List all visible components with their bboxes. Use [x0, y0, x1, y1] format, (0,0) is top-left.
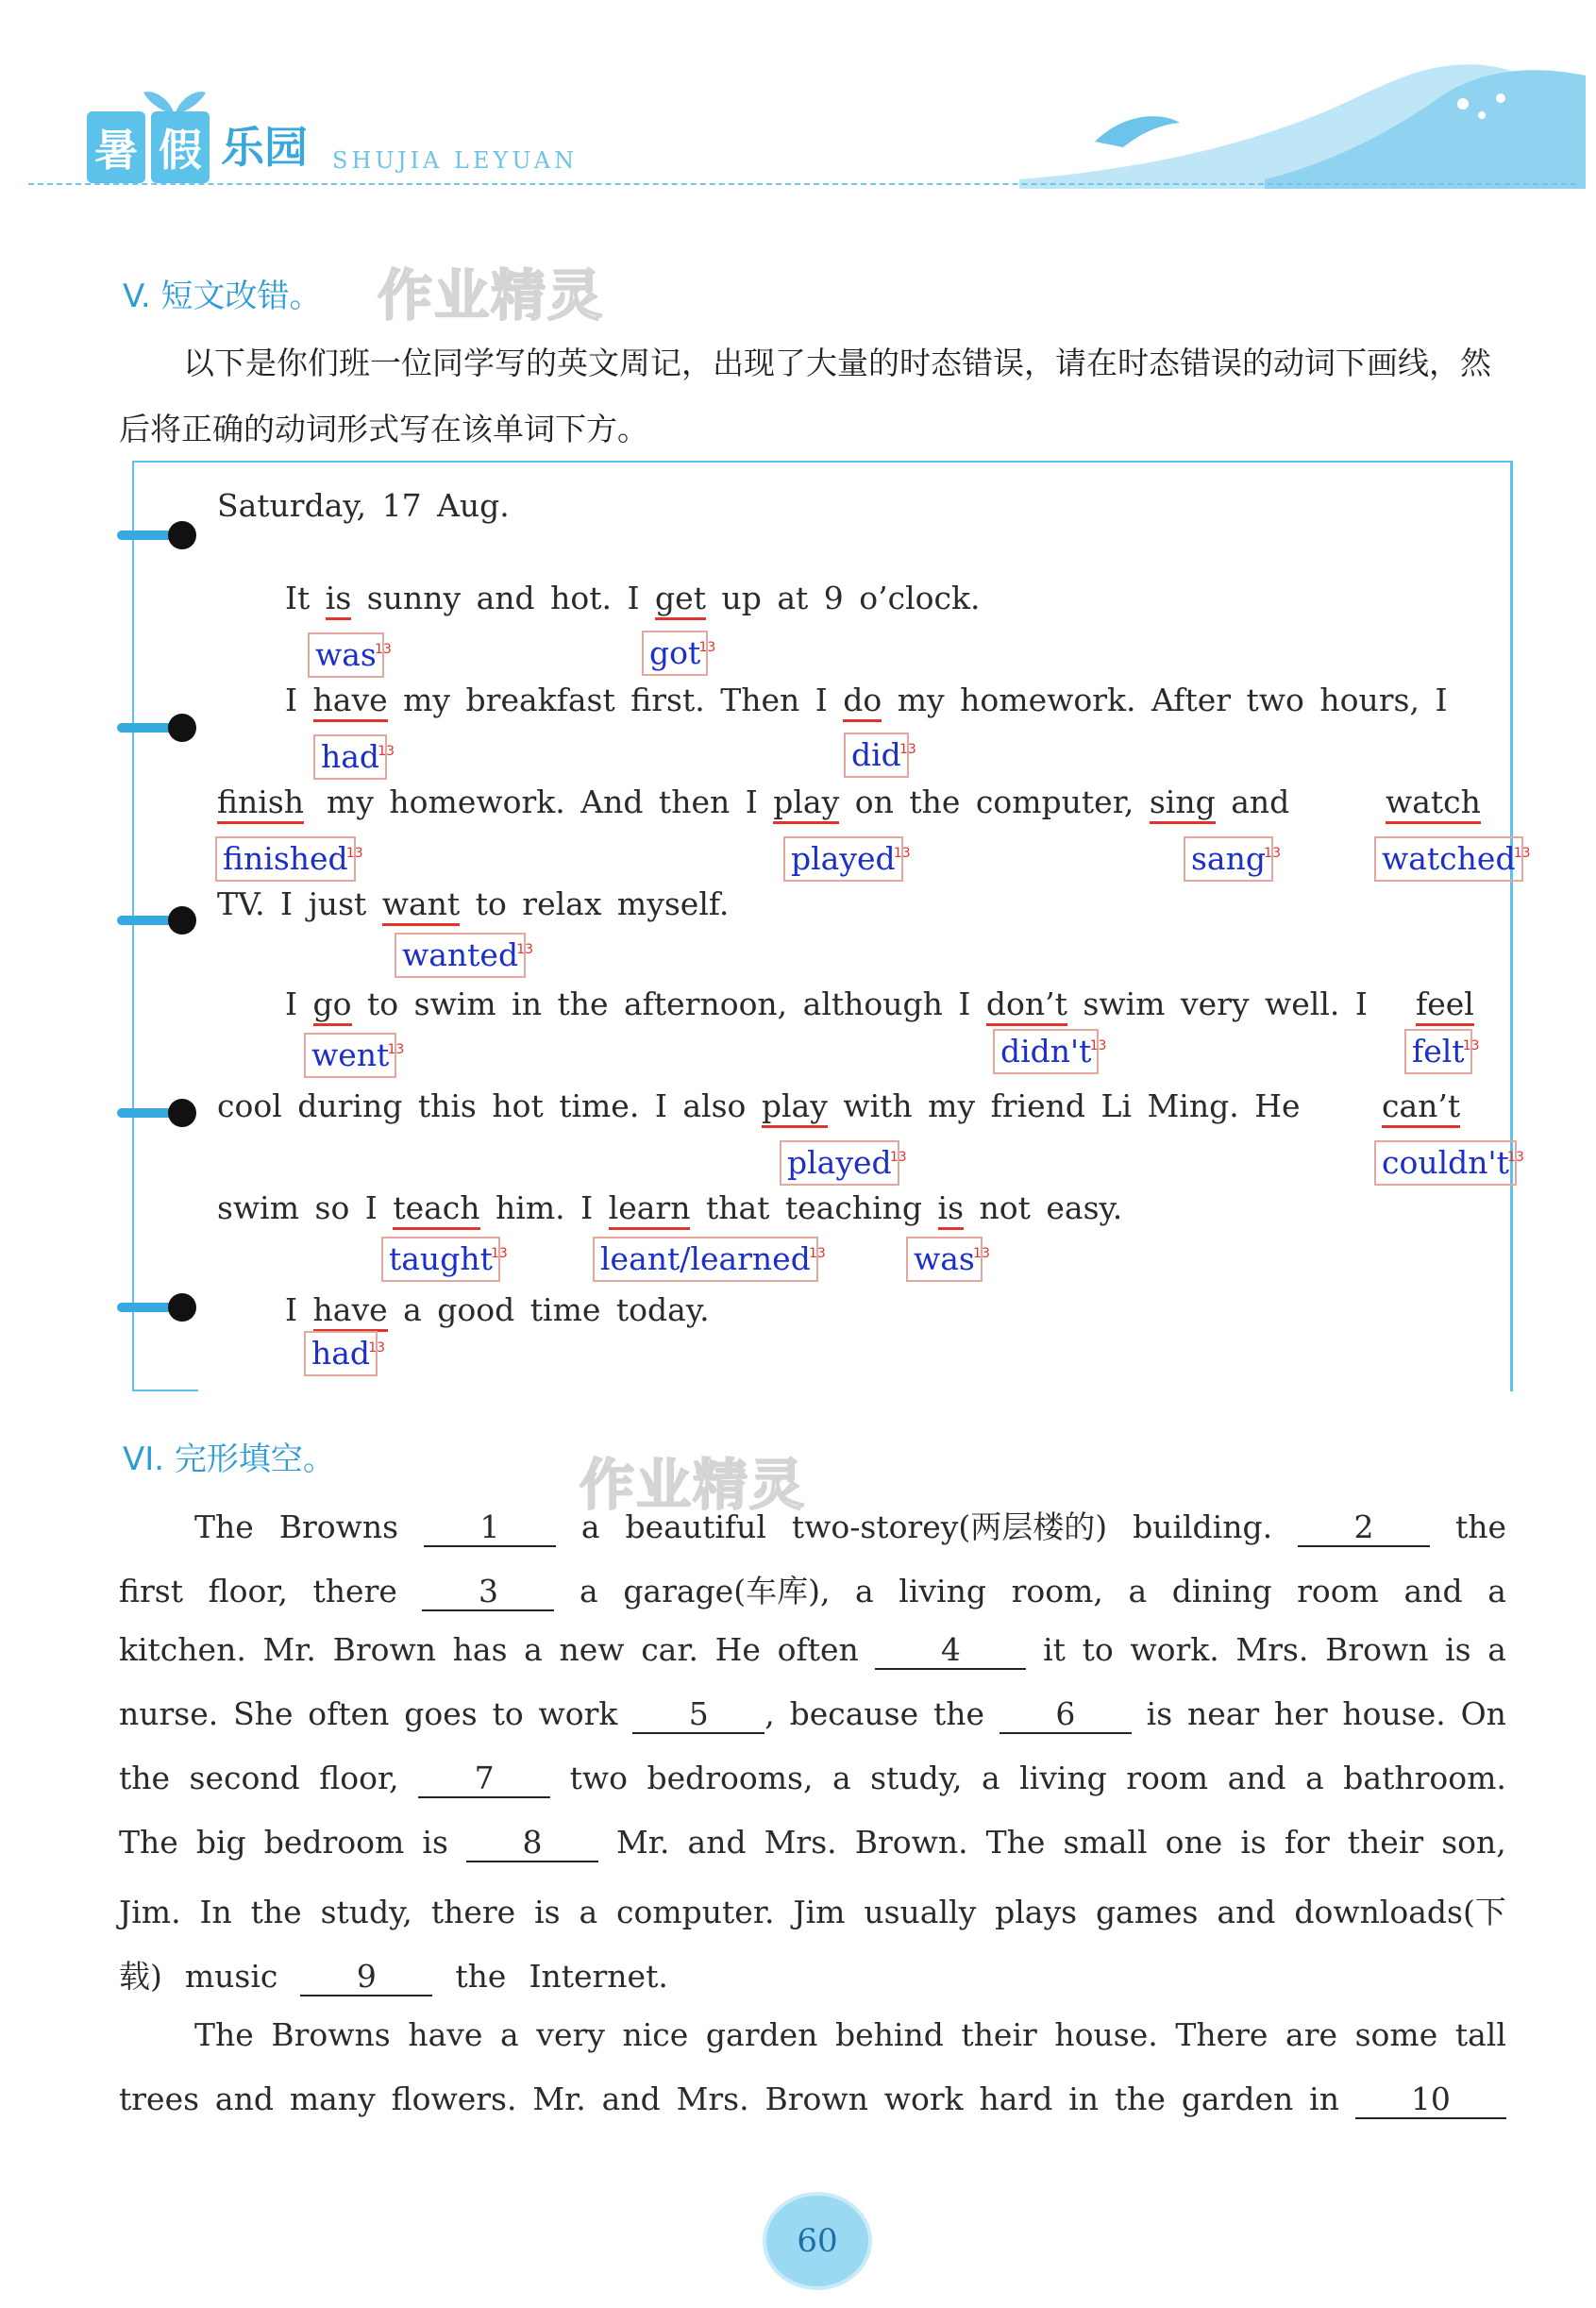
answer-box: had 13 [304, 1331, 378, 1376]
logo-text: 乐园 [221, 122, 308, 173]
cloze-blank: 4 [875, 1632, 1026, 1670]
error-word: learn [609, 1189, 691, 1230]
diary-line-2: I have my breakfast first. Then I do my homework. After two hours, I [285, 682, 1474, 718]
cloze-blank: 3 [422, 1574, 554, 1611]
answer-box: went 13 [304, 1033, 396, 1078]
error-word: don’t [986, 986, 1067, 1026]
cloze-blank: 7 [418, 1760, 550, 1798]
error-word: feel [1416, 986, 1474, 1026]
watermark-1: 作业精灵 [378, 263, 605, 328]
cloze-line-6: The big bedroom is 8 Mr. and Mrs. Brown. The small one is for their son, [119, 1824, 1506, 1861]
error-word: play [762, 1087, 828, 1128]
cloze-blank: 6 [1000, 1696, 1132, 1734]
cloze-blank: 9 [300, 1959, 432, 1996]
answer-box: got 13 [642, 631, 708, 676]
watermark-2: 作业精灵 [580, 1453, 807, 1517]
error-word: watch [1386, 783, 1481, 824]
error-word: can’t [1382, 1087, 1460, 1128]
diary-line-8: I have a good time today. [285, 1291, 710, 1328]
binder-ring [117, 710, 189, 748]
binder-ring [117, 902, 189, 940]
diary-line-5: I go to swim in the afternoon, although I don’t swim very well. I [285, 986, 1368, 1022]
logo-pinyin: SHUJIA LEYUAN [332, 147, 579, 174]
diary-line-3: my homework. And then I play on the computer, sing and [327, 783, 1289, 820]
cloze-line-9: The Browns have a very nice garden behind their house. There are some tall [194, 2016, 1506, 2053]
page-header [0, 0, 1596, 189]
error-word: is [938, 1189, 965, 1230]
binder-ring [117, 1289, 189, 1327]
page-number: 60 [797, 2222, 838, 2260]
cloze-line-4: nurse. She often goes to work 5 , because the 6 is near her house. On [119, 1695, 1506, 1732]
wave-dolphin-decoration-icon [1019, 38, 1586, 189]
diary-line-1: It is sunny and hot. I get up at 9 o’clock. [285, 580, 980, 616]
diary-line-7: swim so I teach him. I learn that teaching is not easy. [217, 1189, 1122, 1226]
error-word: have [313, 1291, 388, 1332]
answer-box: taught 13 [381, 1237, 500, 1282]
cloze-blank: 1 [424, 1509, 556, 1547]
error-word: teach [393, 1189, 479, 1230]
answer-box: had 13 [313, 734, 387, 780]
answer-box: was 13 [906, 1237, 983, 1282]
answer-box: sang 13 [1184, 836, 1273, 882]
error-word: sing [1150, 783, 1216, 824]
answer-box: played 13 [780, 1140, 899, 1186]
error-word: do [843, 682, 882, 722]
binder-ring [117, 517, 189, 555]
answer-box: finished 13 [215, 836, 356, 882]
cloze-line-8: 载) music 9 the Internet. [119, 1958, 668, 1995]
answer-box: was 13 [308, 632, 384, 678]
page-number-badge [763, 2192, 872, 2290]
diary-line-6: cool during this hot time. I also play with my friend Li Ming. He [217, 1087, 1301, 1124]
error-word: is [326, 580, 352, 620]
answer-box: watched 13 [1374, 836, 1523, 882]
error-word: go [313, 986, 352, 1026]
answer-box: felt 13 [1404, 1029, 1472, 1074]
cloze-line-3: kitchen. Mr. Brown has a new car. He often 4 it to work. Mrs. Brown is a [119, 1631, 1506, 1668]
header-divider [28, 183, 1576, 185]
cloze-line-1: The Browns 1 a beautiful two-storey(两层楼的) building. 2 the [194, 1508, 1506, 1545]
answer-box: did 13 [844, 733, 909, 778]
cloze-line-5: the second floor, 7 two bedrooms, a study, a living room and a bathroom. [119, 1760, 1506, 1796]
section-5-instructions: 以下是你们班一位同学写的英文周记，出现了大量的时态错误，请在时态错误的动词下画线，然后将正确的动词形式写在该单词下方。 [119, 345, 1491, 447]
answer-box: leant/learned 13 [593, 1237, 818, 1282]
section-6-title: VI. 完形填空。 [123, 1440, 335, 1478]
error-word: finish [217, 783, 304, 824]
logo-char-1: 暑 [87, 111, 145, 183]
diary-box-bottom [132, 1390, 198, 1391]
cloze-blank: 10 [1355, 2081, 1506, 2119]
answer-box: didn't 13 [993, 1029, 1099, 1074]
logo-char-2: 假 [151, 111, 210, 183]
error-word: get [655, 580, 706, 620]
binder-ring [117, 1095, 189, 1133]
error-word: have [313, 682, 388, 722]
diary-date: Saturday, 17 Aug. [217, 487, 510, 524]
answer-box: played 13 [783, 836, 903, 882]
cloze-line-7: Jim. In the study, there is a computer. Jim usually plays games and downloads(下 [119, 1894, 1506, 1930]
section-5-title: V. 短文改错。 [123, 278, 322, 315]
error-word: play [773, 783, 839, 824]
answer-box: wanted 13 [395, 933, 526, 978]
cloze-line-2: first floor, there 3 a garage(车库), a living room, a dining room and a [119, 1573, 1506, 1609]
cloze-line-10: trees and many flowers. Mr. and Mrs. Brown work hard in the garden in 10 [119, 2081, 1506, 2119]
cloze-blank: 5 [632, 1696, 764, 1734]
answer-box: couldn't 13 [1374, 1140, 1517, 1186]
cloze-blank: 2 [1298, 1509, 1430, 1547]
error-word: want [382, 885, 460, 926]
diary-line-4: TV. I just want to relax myself. [217, 885, 729, 922]
cloze-blank: 8 [466, 1825, 598, 1862]
